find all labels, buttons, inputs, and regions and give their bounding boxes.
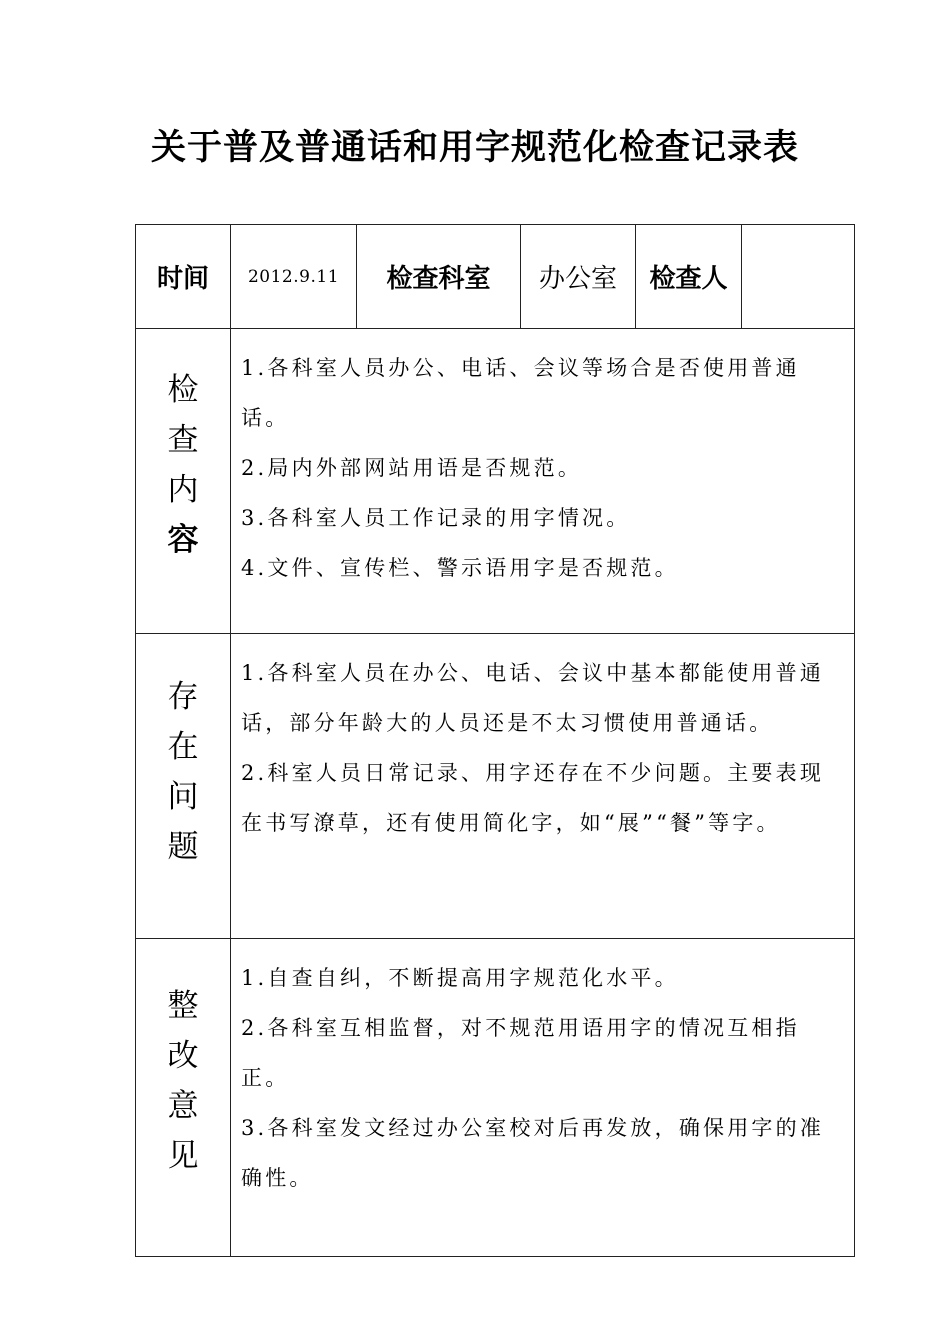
list-item: 2.局内外部网站用语是否规范。 [241, 456, 583, 480]
label-char: 问 [167, 779, 199, 815]
list-item: 1.各科室人员办公、电话、会议等场合是否使用普通话。 [241, 356, 800, 430]
issues-row [136, 634, 855, 939]
inspector-value [742, 225, 855, 329]
label-char: 见 [167, 1138, 199, 1174]
content-body [231, 329, 855, 634]
label-char: 改 [167, 1038, 199, 1074]
issues-label [136, 634, 231, 939]
label-char: 存 [167, 679, 199, 715]
label-char: 题 [167, 829, 199, 865]
dept-value: 办公室 [521, 225, 636, 329]
list-item: 1.自查自纠，不断提高用字规范化水平。 [241, 966, 679, 990]
list-item: 2.各科室互相监督，对不规范用语用字的情况互相指正。 [241, 1016, 800, 1090]
list-item: 3.各科室发文经过办公室校对后再发放，确保用字的准确性。 [241, 1116, 825, 1190]
document-title: 关于普及普通话和用字规范化检查记录表 [150, 127, 799, 168]
rectification-body [231, 939, 855, 1257]
header-row [136, 225, 855, 329]
inspection-record-table [135, 224, 855, 1257]
dept-label: 检查科室 [357, 225, 521, 329]
issues-body [231, 634, 855, 939]
label-char: 内 [167, 472, 199, 508]
label-char: 检 [167, 372, 199, 408]
label-char: 容 [167, 522, 199, 558]
content-label [136, 329, 231, 634]
time-value: 2012.9.11 [231, 225, 357, 329]
content-row [136, 329, 855, 634]
label-char: 在 [167, 729, 199, 765]
rectification-row [136, 939, 855, 1257]
list-item: 1.各科室人员在办公、电话、会议中基本都能使用普通话，部分年龄大的人员还是不太习惯使用普通话。 [241, 661, 825, 735]
list-item: 3.各科室人员工作记录的用字情况。 [241, 506, 631, 530]
inspector-label: 检查人 [636, 225, 742, 329]
time-label: 时间 [136, 225, 231, 329]
rectification-label [136, 939, 231, 1257]
label-char: 意 [167, 1088, 199, 1124]
label-char: 整 [167, 988, 199, 1024]
list-item: 2.科室人员日常记录、用字还存在不少问题。主要表现在书写潦草，还有使用简化字，如“展”“餐”等字。 [241, 761, 825, 835]
label-char: 查 [167, 422, 199, 458]
list-item: 4.文件、宣传栏、警示语用字是否规范。 [241, 556, 679, 580]
